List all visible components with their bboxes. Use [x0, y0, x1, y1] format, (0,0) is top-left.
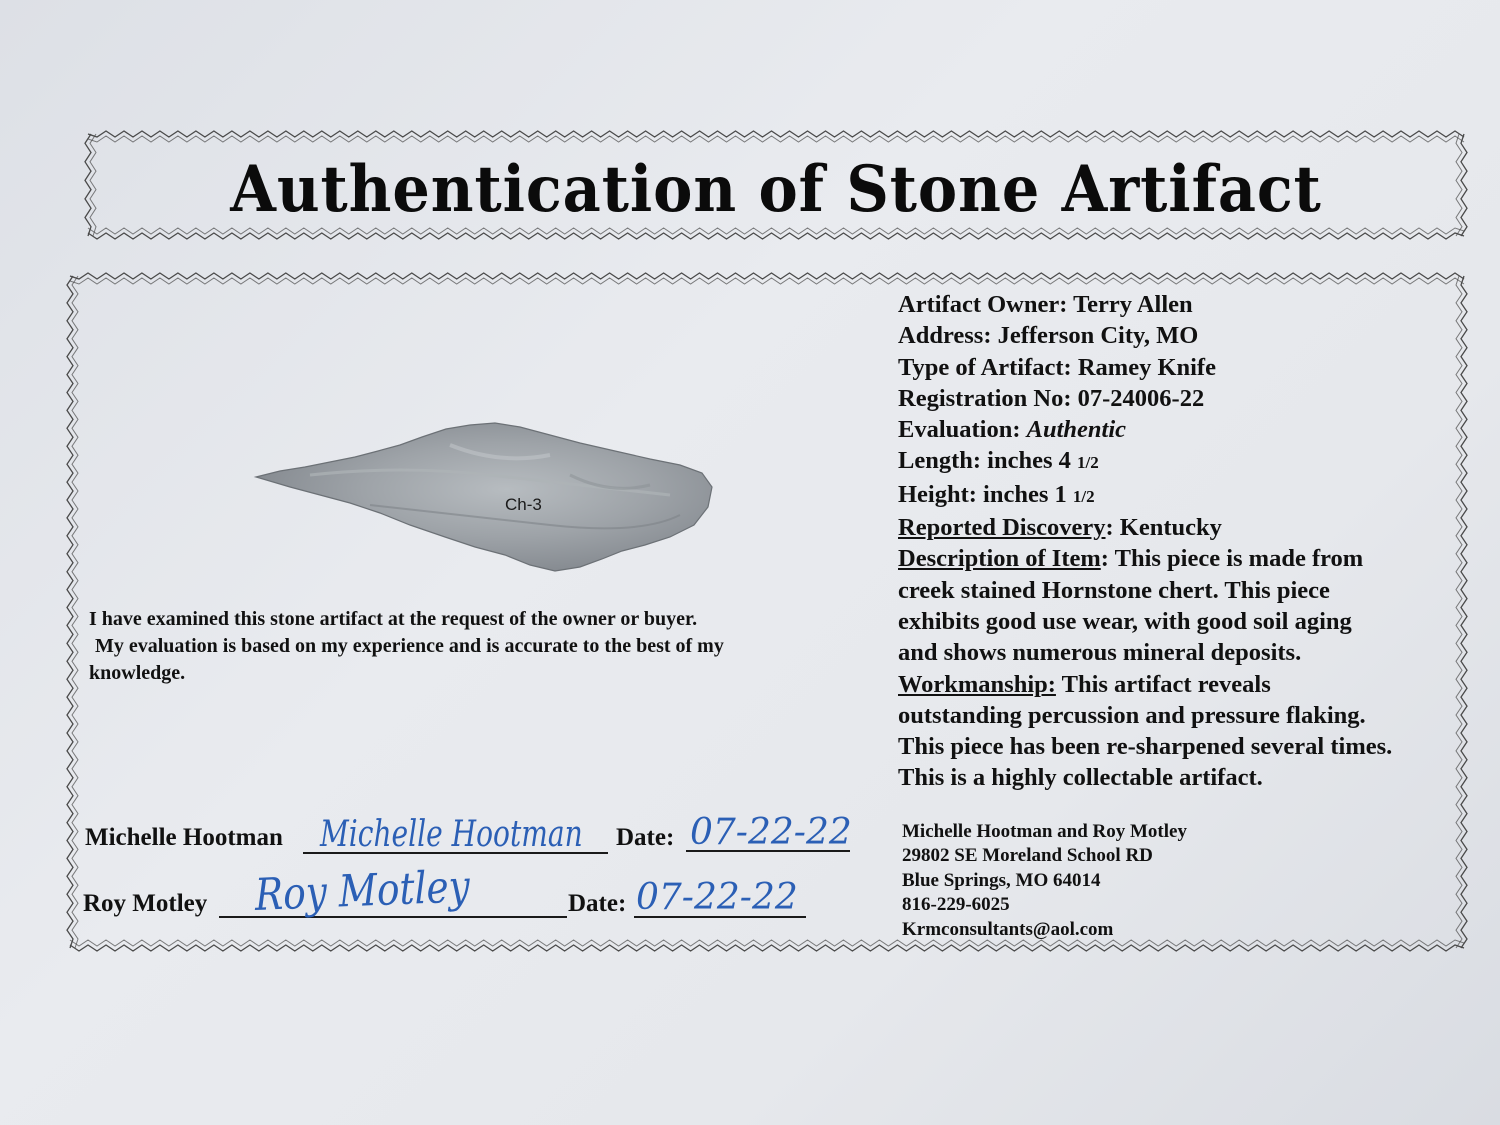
- description-label: Description of Item: [898, 545, 1101, 573]
- height-fraction: 1/2: [1072, 486, 1095, 506]
- length-label: Length: inches 4: [898, 447, 1071, 475]
- contact-names: Michelle Hootman and Roy Motley: [902, 821, 1187, 842]
- registration-label: Registration No:: [898, 384, 1072, 412]
- description-text: : This piece is made from: [1100, 545, 1364, 573]
- discovery-value: : Kentucky: [1105, 514, 1222, 542]
- statement-line: My evaluation is based on my experience and is accurate to the best of my: [95, 635, 724, 657]
- height-label: Height: inches 1: [898, 480, 1067, 508]
- statement-line: I have examined this stone artifact at the request of the owner or buyer.: [89, 608, 698, 630]
- description-row: [898, 543, 1473, 574]
- certificate-title: Authentication of Stone Artifact: [230, 152, 1322, 227]
- address-row: [898, 320, 1473, 351]
- contact-city: Blue Springs, MO 64014: [902, 869, 1101, 891]
- length-fraction: 1/2: [1077, 453, 1099, 473]
- date-label: Date:: [616, 824, 675, 851]
- owner-label: Artifact Owner:: [898, 291, 1068, 318]
- discovery-row: [898, 512, 1473, 543]
- address-label: Address:: [898, 322, 992, 350]
- description-text: and shows numerous mineral deposits.: [898, 639, 1302, 667]
- evaluation-value: Authentic: [1026, 416, 1127, 444]
- discovery-label: Reported Discovery: [898, 514, 1106, 542]
- workmanship-label: Workmanship:: [898, 670, 1056, 698]
- examiner-statement: [89, 606, 849, 687]
- statement-line: knowledge.: [89, 662, 186, 684]
- workmanship-row: [898, 669, 1473, 700]
- signer-name: Michelle Hootman: [85, 824, 283, 851]
- signer-name: Roy Motley: [83, 890, 208, 917]
- contact-phone: 816-229-6025: [902, 894, 1010, 916]
- stone-artifact-image: [250, 415, 715, 575]
- handwritten-date: 07-22-22: [636, 877, 798, 918]
- height-row: [898, 479, 1473, 512]
- handwritten-date: 07-22-22: [690, 812, 852, 853]
- handwritten-signature: Michelle Hootman: [320, 814, 583, 855]
- handwritten-signature: Roy Motley: [254, 861, 471, 921]
- workmanship-text: This piece has been re-sharpened several times.: [898, 733, 1393, 761]
- owner-value: Terry Allen: [1073, 291, 1193, 318]
- description-text: exhibits good use wear, with good soil aging: [898, 607, 1352, 635]
- artifact-details: [898, 289, 1473, 794]
- type-value: Ramey Knife: [1077, 353, 1216, 381]
- evaluation-row: [898, 414, 1473, 445]
- evaluation-label: Evaluation:: [898, 416, 1021, 444]
- owner-row: [898, 289, 1473, 320]
- contact-email[interactable]: Krmconsultants@aol.com: [902, 918, 1114, 940]
- workmanship-text: This artifact reveals: [1061, 670, 1271, 698]
- type-label: Type of Artifact:: [898, 353, 1072, 381]
- contact-street: 29802 SE Moreland School RD: [902, 845, 1153, 867]
- artifact-catalog-label: Ch-3: [505, 495, 542, 514]
- address-value: Jefferson City, MO: [997, 322, 1199, 350]
- description-text: creek stained Hornstone chert. This piece: [898, 576, 1330, 604]
- type-row: [898, 352, 1473, 383]
- workmanship-text: outstanding percussion and pressure flaking.: [898, 701, 1366, 729]
- length-row: [898, 445, 1473, 478]
- workmanship-text: This is a highly collectable artifact.: [898, 764, 1263, 792]
- registration-row: [898, 383, 1473, 414]
- contact-block: [902, 820, 1402, 942]
- registration-value: 07-24006-22: [1077, 384, 1205, 412]
- date-label: Date:: [568, 890, 627, 917]
